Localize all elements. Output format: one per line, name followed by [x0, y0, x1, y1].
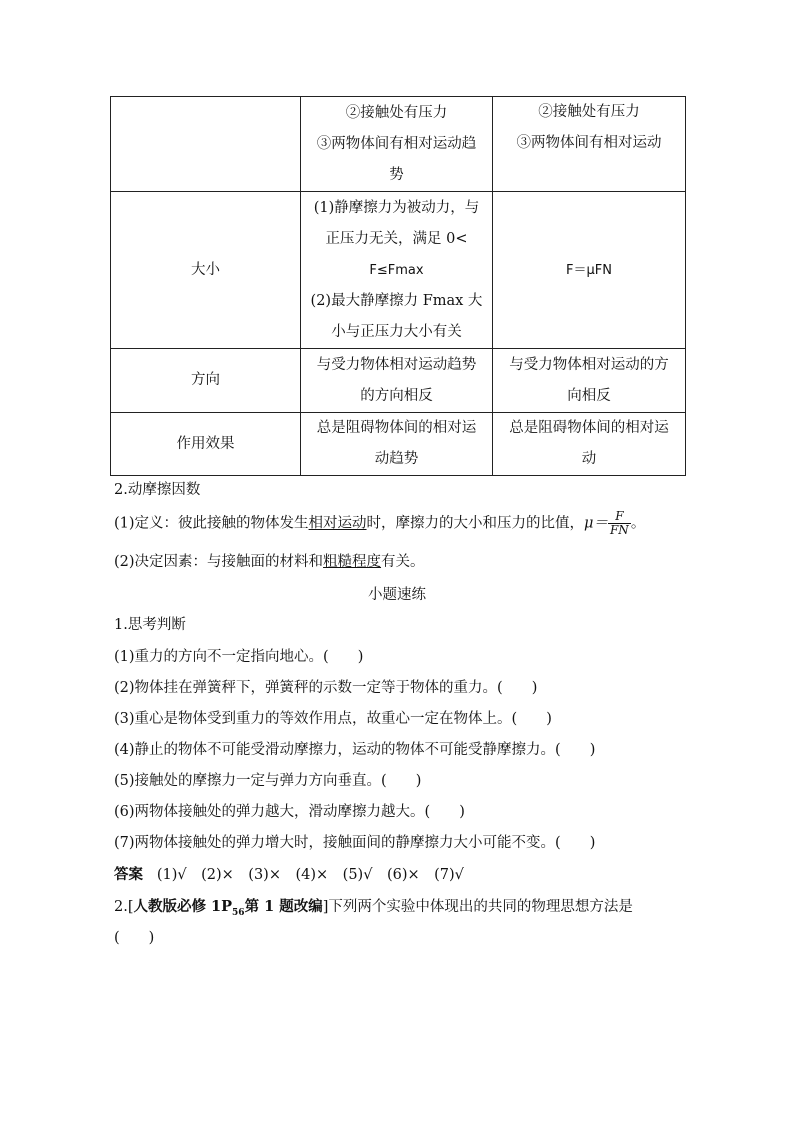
judgment-item: (1)重力的方向不一定指向地心。( ): [114, 649, 364, 665]
cell-line: 总是阻碍物体间的相对运: [509, 420, 669, 436]
kinetic-friction-cell: [493, 192, 686, 349]
cell-line: ③两物体间有相对运动趋: [316, 135, 477, 152]
cell-line: 动: [581, 451, 597, 467]
fraction: [608, 510, 631, 537]
static-friction-cell: [301, 192, 493, 349]
friction-comparison-table: [110, 96, 686, 476]
question-source-subscript: 56: [232, 907, 245, 918]
definition-paragraph: [114, 510, 645, 537]
cell-line: F＝μFN: [566, 262, 612, 278]
question-2: [114, 897, 633, 923]
section-heading: 2.动摩擦因数: [114, 482, 201, 498]
factor-text: 有关。: [381, 554, 425, 570]
factor-text: (2)决定因素：与接触面的材料和: [114, 554, 324, 570]
definition-text: 。: [630, 515, 646, 532]
mu-symbol: μ＝: [584, 515, 608, 532]
kinetic-friction-cell: [493, 349, 686, 413]
underlined-term: 相对运动: [308, 515, 367, 532]
judgment-item: (2)物体挂在弹簧秤下，弹簧秤的示数一定等于物体的重力。( ): [114, 680, 538, 696]
cell-line: 势: [389, 166, 404, 183]
definition-text: 时，摩擦力的大小和压力的比值，: [366, 515, 585, 532]
question-source: 人教版必修 1P: [133, 898, 233, 915]
cell-line: 总是阻碍物体间的相对运: [316, 420, 477, 436]
table-row: [111, 413, 686, 476]
cell-line: 与受力物体相对运动的方: [509, 356, 669, 373]
answer-values: (1)√ (2)× (3)× (4)× (5)√ (6)× (7)√: [156, 867, 464, 883]
static-friction-cell: [301, 97, 493, 192]
cell-line: 正压力无关，满足 0<: [325, 230, 468, 247]
question-prefix: 2.[: [114, 899, 134, 915]
kinetic-friction-cell: [493, 413, 686, 476]
table-row: [111, 97, 686, 192]
cell-line: 与受力物体相对运动趋势: [316, 356, 477, 373]
row-label: 大小: [111, 192, 301, 349]
cell-line: ③两物体间有相对运动: [516, 135, 662, 151]
judgment-item: (7)两物体接触处的弹力增大时，接触面间的静摩擦力大小可能不变。( ): [114, 835, 596, 851]
question-heading: 1.思考判断: [114, 617, 186, 633]
cell-line: ②接触处有压力: [538, 104, 640, 120]
cell-line: (2)最大静摩擦力 Fmax 大: [310, 292, 483, 309]
row-label: 方向: [111, 349, 301, 413]
cell-line: (1)静摩擦力为被动力，与: [313, 199, 480, 216]
answer-blank: ( ): [114, 930, 155, 946]
row-label: [111, 97, 301, 192]
static-friction-cell: [301, 413, 493, 476]
question-text: ]下列两个实验中体现出的共同的物理思想方法是: [322, 899, 633, 915]
underlined-term: 粗糙程度: [323, 554, 382, 570]
practice-title: 小题速练: [368, 587, 426, 603]
judgment-item: (4)静止的物体不可能受滑动摩擦力，运动的物体不可能受静摩擦力。( ): [114, 742, 596, 758]
cell-line: 向相反: [567, 387, 611, 404]
cell-line: 的方向相反: [360, 387, 433, 404]
table-row: [111, 349, 686, 413]
cell-line: F≤Fmax: [369, 262, 424, 278]
definition-text: (1)定义：彼此接触的物体发生: [114, 515, 309, 532]
answer-line: [114, 865, 464, 885]
kinetic-friction-cell: [493, 97, 686, 192]
factor-paragraph: [114, 552, 425, 572]
table-row: [111, 192, 686, 349]
static-friction-cell: [301, 349, 493, 413]
question-source-end: 第 1 题改编: [244, 898, 323, 915]
judgment-item: (6)两物体接触处的弹力越大，滑动摩擦力越大。( ): [114, 804, 465, 820]
fraction-numerator: F: [608, 510, 631, 524]
cell-line: 小与正压力大小有关: [331, 323, 462, 340]
judgment-item: (5)接触处的摩擦力一定与弹力方向垂直。( ): [114, 773, 422, 789]
answer-label: 答案: [114, 866, 143, 883]
cell-line: 动趋势: [374, 451, 419, 467]
row-label: 作用效果: [111, 413, 301, 476]
fraction-denominator: FN: [609, 523, 629, 537]
judgment-item: (3)重心是物体受到重力的等效作用点，故重心一定在物体上。( ): [114, 711, 552, 727]
cell-line: ②接触处有压力: [345, 104, 448, 121]
